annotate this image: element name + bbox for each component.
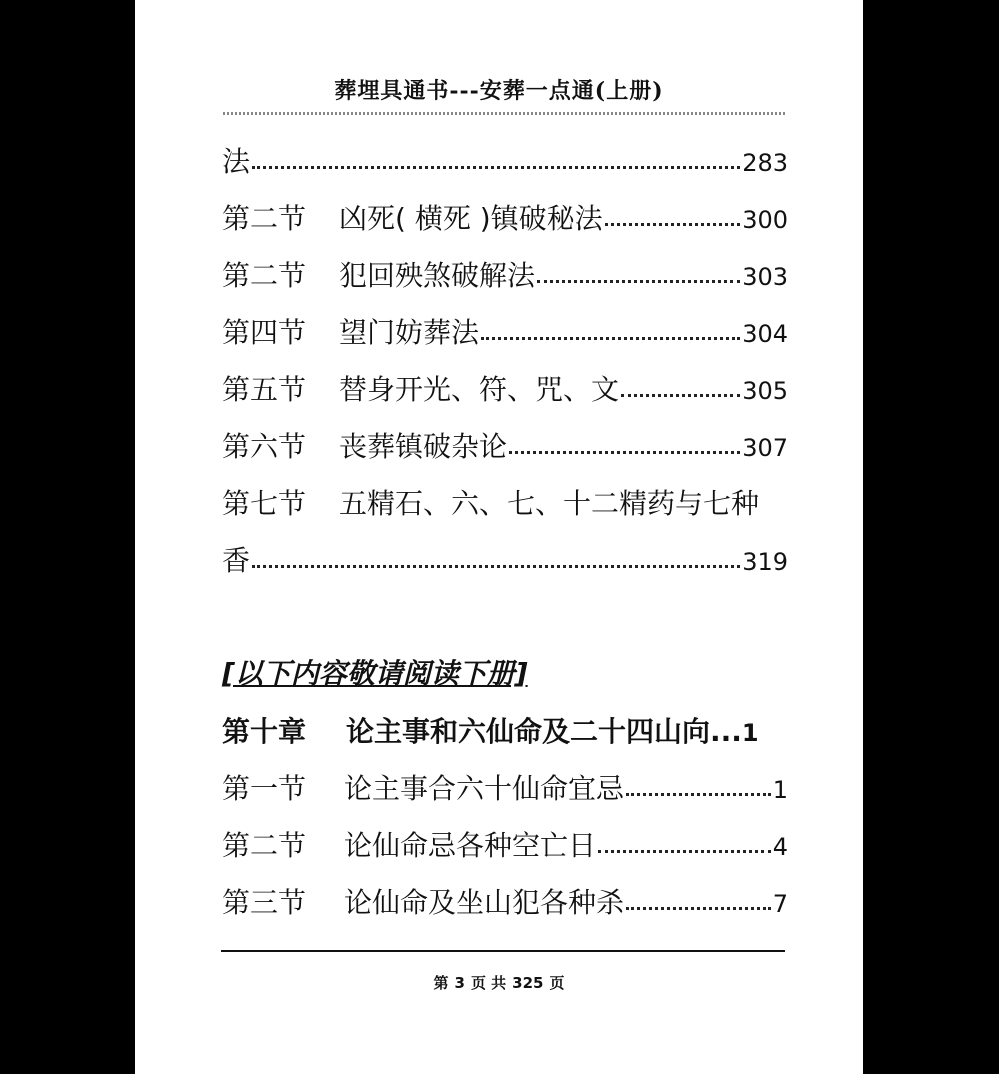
header-divider bbox=[223, 112, 785, 115]
toc-entry bbox=[222, 482, 788, 522]
toc-entry-page: 303 bbox=[742, 263, 788, 291]
footer-prefix: 第 bbox=[433, 974, 449, 992]
toc-entry-label: 第十章 bbox=[222, 715, 307, 748]
toc-leader bbox=[509, 451, 740, 454]
toc-entry bbox=[222, 254, 788, 294]
footer-suffix: 页 bbox=[549, 974, 565, 992]
toc-leader bbox=[626, 907, 771, 910]
toc-entry-label: 第三节 bbox=[222, 886, 307, 919]
toc-entry-page: 307 bbox=[742, 434, 788, 462]
toc-entry-label: 第四节 bbox=[222, 316, 307, 349]
toc-entry-page: 7 bbox=[772, 890, 788, 918]
toc-leader bbox=[537, 280, 740, 283]
toc-entry-label: 香 bbox=[222, 544, 251, 577]
toc-leader bbox=[605, 223, 741, 226]
toc-entry-label: 第二节 bbox=[222, 202, 307, 235]
toc-leader bbox=[252, 565, 740, 568]
toc-entry-title: 凶死( 横死 )镇破秘法 bbox=[339, 202, 603, 235]
toc-entry bbox=[222, 824, 788, 864]
toc-entry bbox=[222, 140, 788, 180]
toc-entry-page: 300 bbox=[742, 206, 788, 234]
toc-leader bbox=[598, 850, 771, 853]
toc-entry-title: 犯回殃煞破解法 bbox=[339, 259, 536, 292]
toc-leader bbox=[621, 394, 740, 397]
toc-leader bbox=[481, 337, 740, 340]
toc-entry-page: 1 bbox=[772, 776, 788, 804]
toc-entry-label: 第七节 bbox=[222, 487, 307, 520]
toc-entry-page: 305 bbox=[742, 377, 788, 405]
toc-entry bbox=[222, 539, 788, 579]
toc-entry-page: 283 bbox=[742, 149, 788, 177]
toc-entry-title: 论主事和六仙命及二十四山向... bbox=[346, 715, 742, 748]
toc-entry-title: 望门妨葬法 bbox=[339, 316, 480, 349]
document-page bbox=[135, 0, 863, 1074]
toc-entry-title: 替身开光、符、咒、文 bbox=[339, 373, 620, 406]
toc-entry-label: 第一节 bbox=[222, 772, 307, 805]
toc-entry-label: 第六节 bbox=[222, 430, 307, 463]
page-header-title: 葬埋具通书---安葬一点通(上册) bbox=[334, 78, 664, 104]
toc-entry bbox=[222, 311, 788, 351]
toc-entry-title: 论仙命及坐山犯各种杀 bbox=[344, 886, 625, 919]
volume-note: [以下内容敬请阅读下册] bbox=[222, 657, 528, 690]
toc-entry bbox=[222, 767, 788, 807]
toc-entry-label: 第五节 bbox=[222, 373, 307, 406]
footer-total-pages: 325 bbox=[512, 974, 544, 992]
toc-entry-page: 304 bbox=[742, 320, 788, 348]
page-footer bbox=[135, 972, 863, 993]
toc-entry-title: 五精石、六、七、十二精药与七种 bbox=[339, 487, 760, 520]
toc-leader bbox=[626, 793, 771, 796]
toc-entry bbox=[222, 425, 788, 465]
footer-divider bbox=[221, 950, 785, 952]
toc-entry bbox=[222, 368, 788, 408]
toc-leader bbox=[252, 166, 740, 169]
toc-entry-page: 1 bbox=[741, 719, 759, 747]
toc-entry-label: 第二节 bbox=[222, 259, 307, 292]
toc-entry-page: 4 bbox=[772, 833, 788, 861]
toc-entry-title: 论仙命忌各种空亡日 bbox=[344, 829, 597, 862]
toc-entry-label: 第二节 bbox=[222, 829, 307, 862]
toc-entry-label: 法 bbox=[222, 145, 251, 178]
toc-entry bbox=[222, 197, 788, 237]
toc-entry-title: 论主事合六十仙命宜忌 bbox=[344, 772, 625, 805]
footer-mid: 页 共 bbox=[470, 974, 507, 992]
toc-entry bbox=[222, 881, 788, 921]
toc-chapter bbox=[222, 710, 788, 750]
toc-entry-title: 丧葬镇破杂论 bbox=[339, 430, 508, 463]
footer-current-page: 3 bbox=[454, 974, 465, 992]
toc-entry-page: 319 bbox=[742, 548, 788, 576]
